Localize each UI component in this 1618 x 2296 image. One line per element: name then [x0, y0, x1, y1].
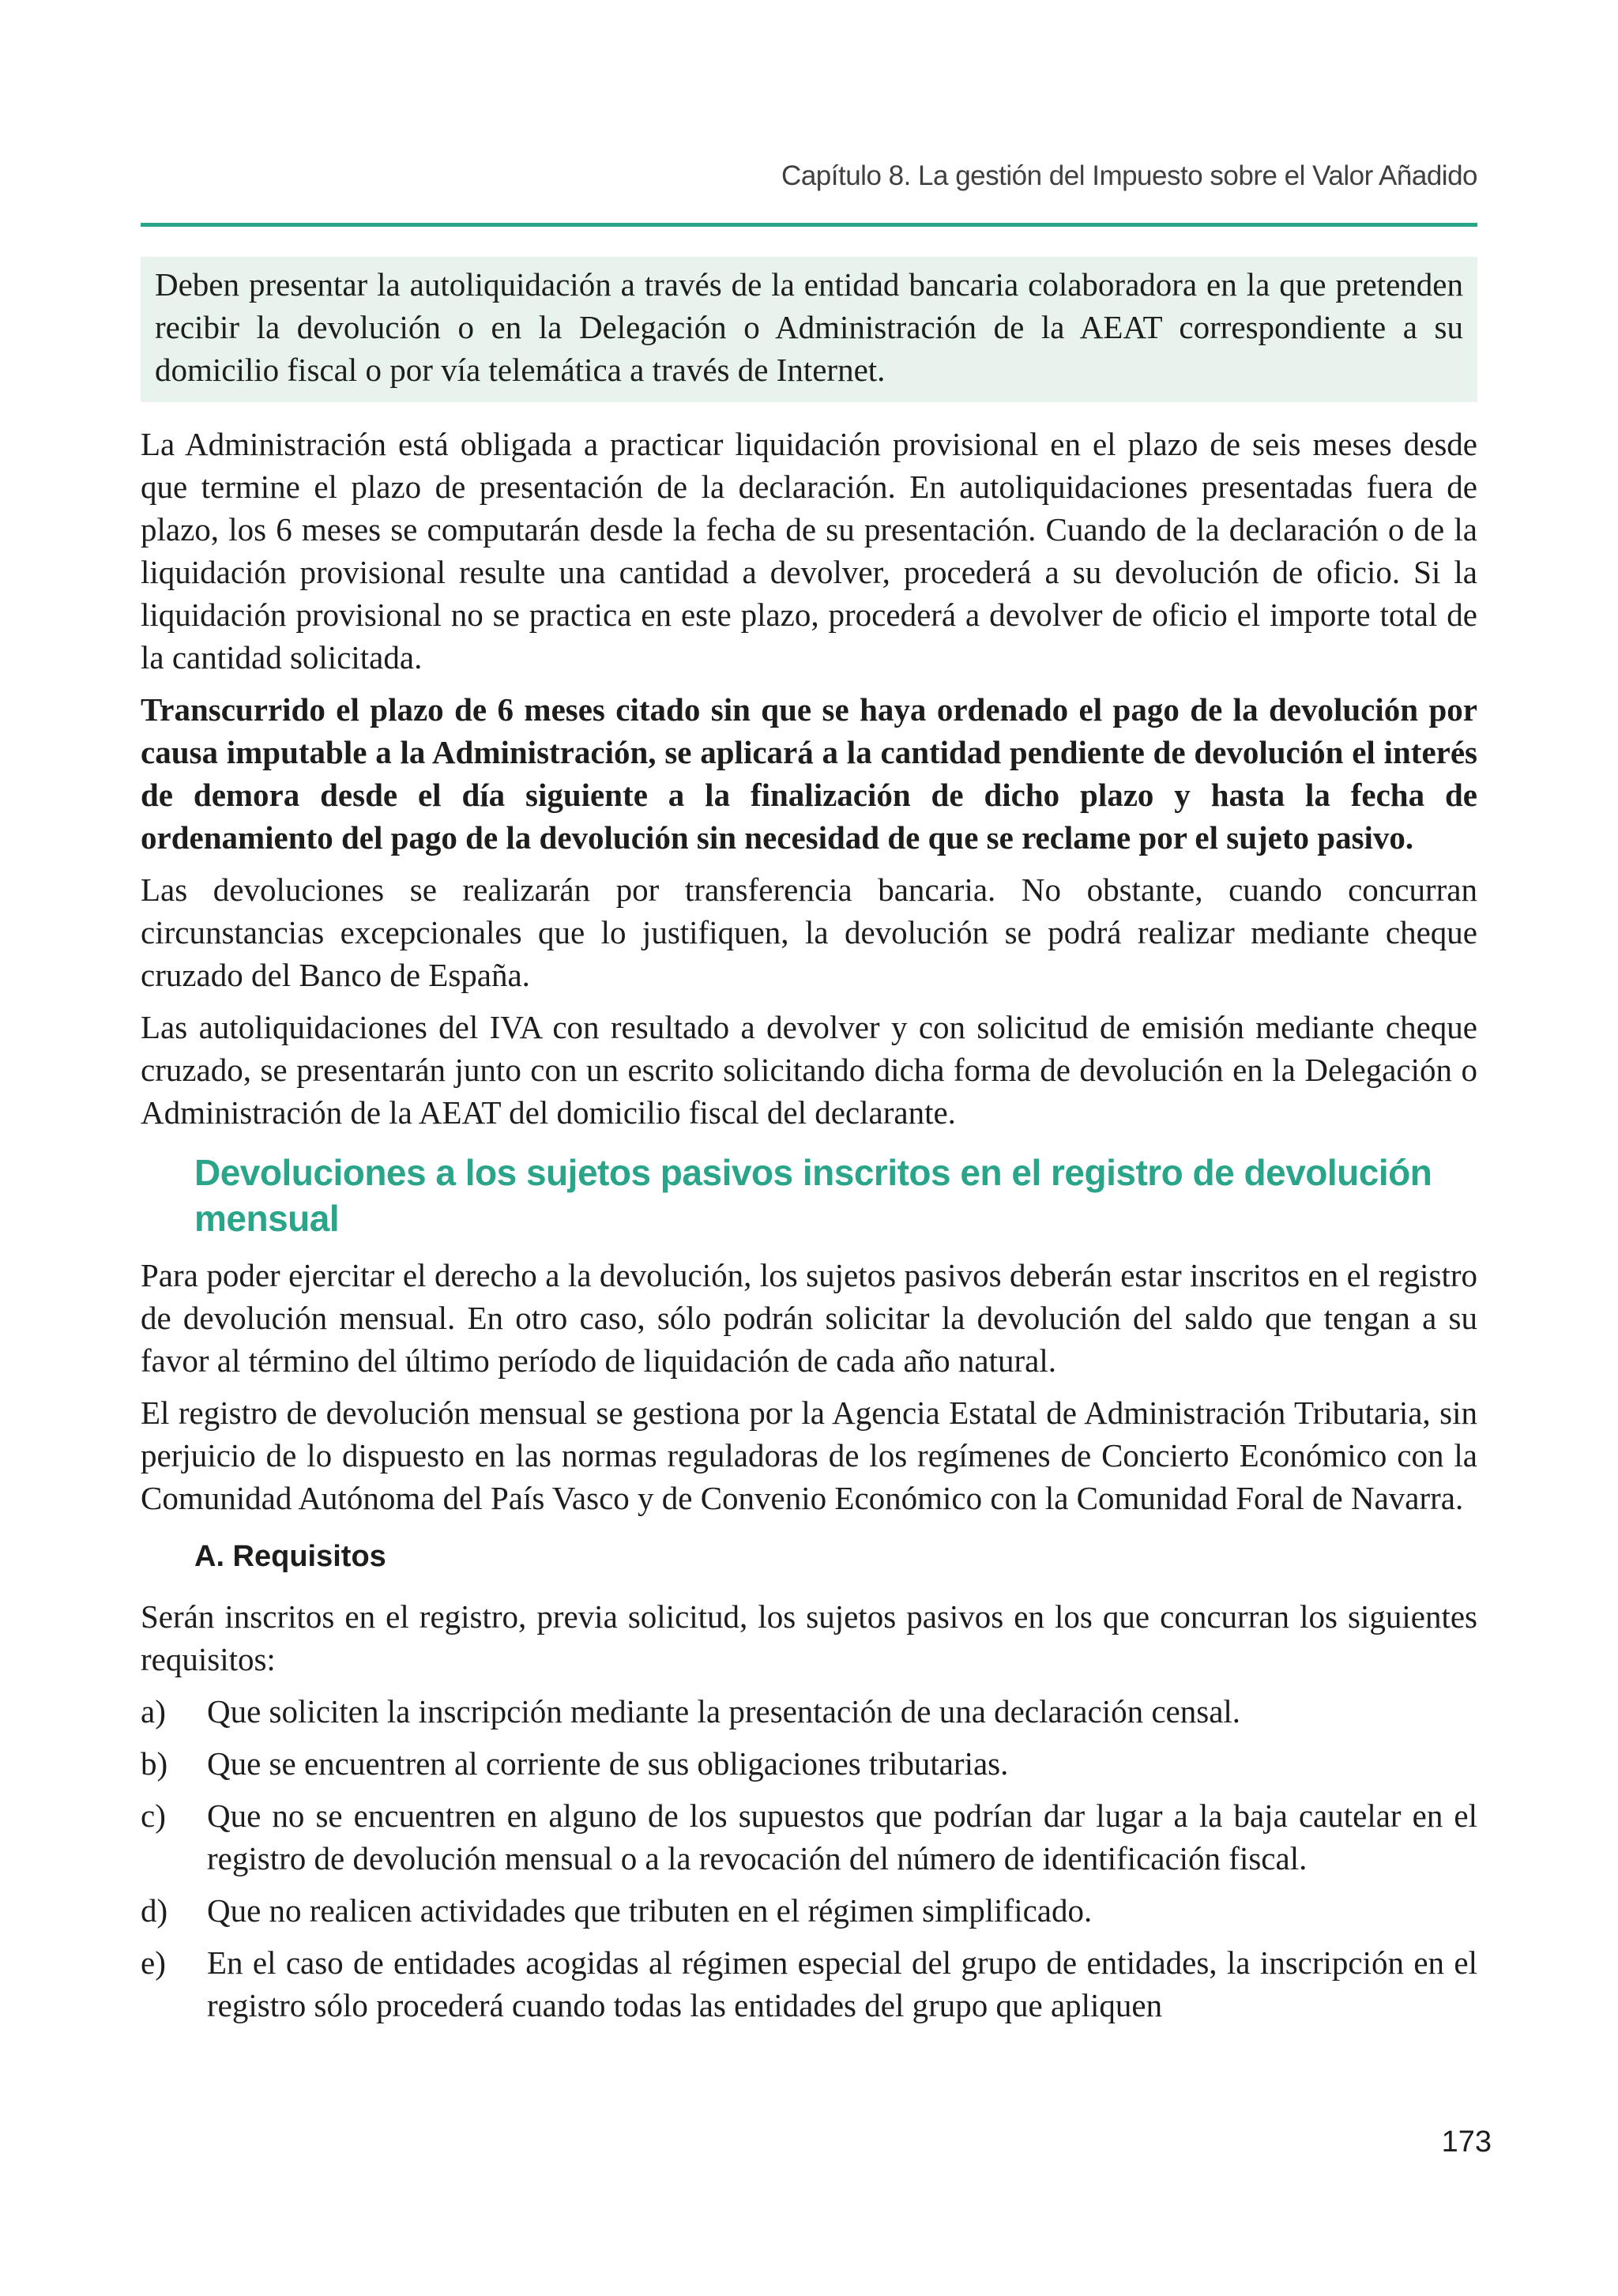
list-item [141, 1941, 1477, 2027]
list-item [141, 1889, 1477, 1932]
list-text: Que se encuentren al corriente de sus obligaciones tributarias. [207, 1745, 1009, 1782]
header-divider [141, 223, 1477, 227]
list-marker: b) [141, 1745, 168, 1782]
list-item [141, 1742, 1477, 1785]
list-marker: e) [141, 1944, 166, 1981]
list-text: En el caso de entidades acogidas al régimen especial del grupo de entidades, la inscripción en el registro sólo procederá cuando todas las entidades del grupo que apliquen [207, 1944, 1477, 2023]
page-content [141, 257, 1477, 2036]
list-item [141, 1690, 1477, 1733]
list-item [141, 1794, 1477, 1880]
paragraph-liquidacion-provisional: La Administración está obligada a practicar liquidación provisional en el plazo de seis meses desde que termine el plazo de presentación de la declaración. En autoliquidaciones presentadas fuera de plazo, los 6 meses se computarán desde la fecha de su presentación. Cuando de la declaración o de la liquidación provisional resulte una cantidad a devolver, procederá a su devolución de oficio. Si la liquidación provisional no se practica en este plazo, procederá a devolver de oficio el importe total de la cantidad solicitada. [141, 426, 1477, 676]
list-text: Que no realicen actividades que tributen en el régimen simplificado. [207, 1892, 1093, 1929]
subsection-title: A. Requisitos [194, 1540, 386, 1573]
page-number: 173 [1441, 2125, 1492, 2159]
list-text: Que soliciten la inscripción mediante la presentación de una declaración censal. [207, 1693, 1241, 1730]
paragraph-cheque-cruzado: Las autoliquidaciones del IVA con resultado a devolver y con solicitud de emisión mediante cheque cruzado, se presentarán junto con un escrito solicitando dicha forma de devolución en la Delegación o Administración de la AEAT del domicilio fiscal del declarante. [141, 1009, 1477, 1131]
chapter-header: Capítulo 8. La gestión del Impuesto sobre el Valor Añadido [781, 160, 1477, 191]
paragraph-interes-demora: Transcurrido el plazo de 6 meses citado sin que se haya ordenado el pago de la devolución por causa imputable a la Administración, se aplicará a la cantidad pendiente de devolución el interés de demora desde el día siguiente a la finalización de dicho plazo y hasta la fecha de ordenamiento del pago de la devolución sin necesidad de que se reclame por el sujeto pasivo. [141, 691, 1477, 856]
list-marker: a) [141, 1693, 166, 1730]
paragraph-registro-gestion: El registro de devolución mensual se gestiona por la Agencia Estatal de Administración Tributaria, sin perjuicio de lo dispuesto en las normas reguladoras de los regímenes de Concierto Económico con la Comunidad Autónoma del País Vasco y de Convenio Económico con la Comunidad Foral de Navarra. [141, 1395, 1477, 1516]
list-marker: d) [141, 1892, 168, 1929]
highlighted-note: Deben presentar la autoliquidación a través de la entidad bancaria colaboradora en la que pretenden recibir la devolución o en la Delegación o Administración de la AEAT correspondiente a su domicilio fiscal o por vía telemática a través de Internet. [141, 257, 1477, 402]
list-text: Que no se encuentren en alguno de los supuestos que podrían dar lugar a la baja cautelar en el registro de devolución mensual o a la revocación del número de identificación fiscal. [207, 1797, 1477, 1876]
section-title: Devoluciones a los sujetos pasivos inscritos en el registro de devolución mensual [194, 1152, 1432, 1239]
paragraph-transferencia: Las devoluciones se realizarán por transferencia bancaria. No obstante, cuando concurran circunstancias excepcionales que lo justifiquen, la devolución se podrá realizar mediante cheque cruzado del Banco de España. [141, 871, 1477, 993]
paragraph-registro-inscripcion: Para poder ejercitar el derecho a la devolución, los sujetos pasivos deberán estar inscritos en el registro de devolución mensual. En otro caso, sólo podrán solicitar la devolución del saldo que tengan a su favor al término del último período de liquidación de cada año natural. [141, 1257, 1477, 1379]
requisitos-intro: Serán inscritos en el registro, previa solicitud, los sujetos pasivos en los que concurran los siguientes requisitos: [141, 1598, 1477, 1677]
list-marker: c) [141, 1797, 166, 1834]
